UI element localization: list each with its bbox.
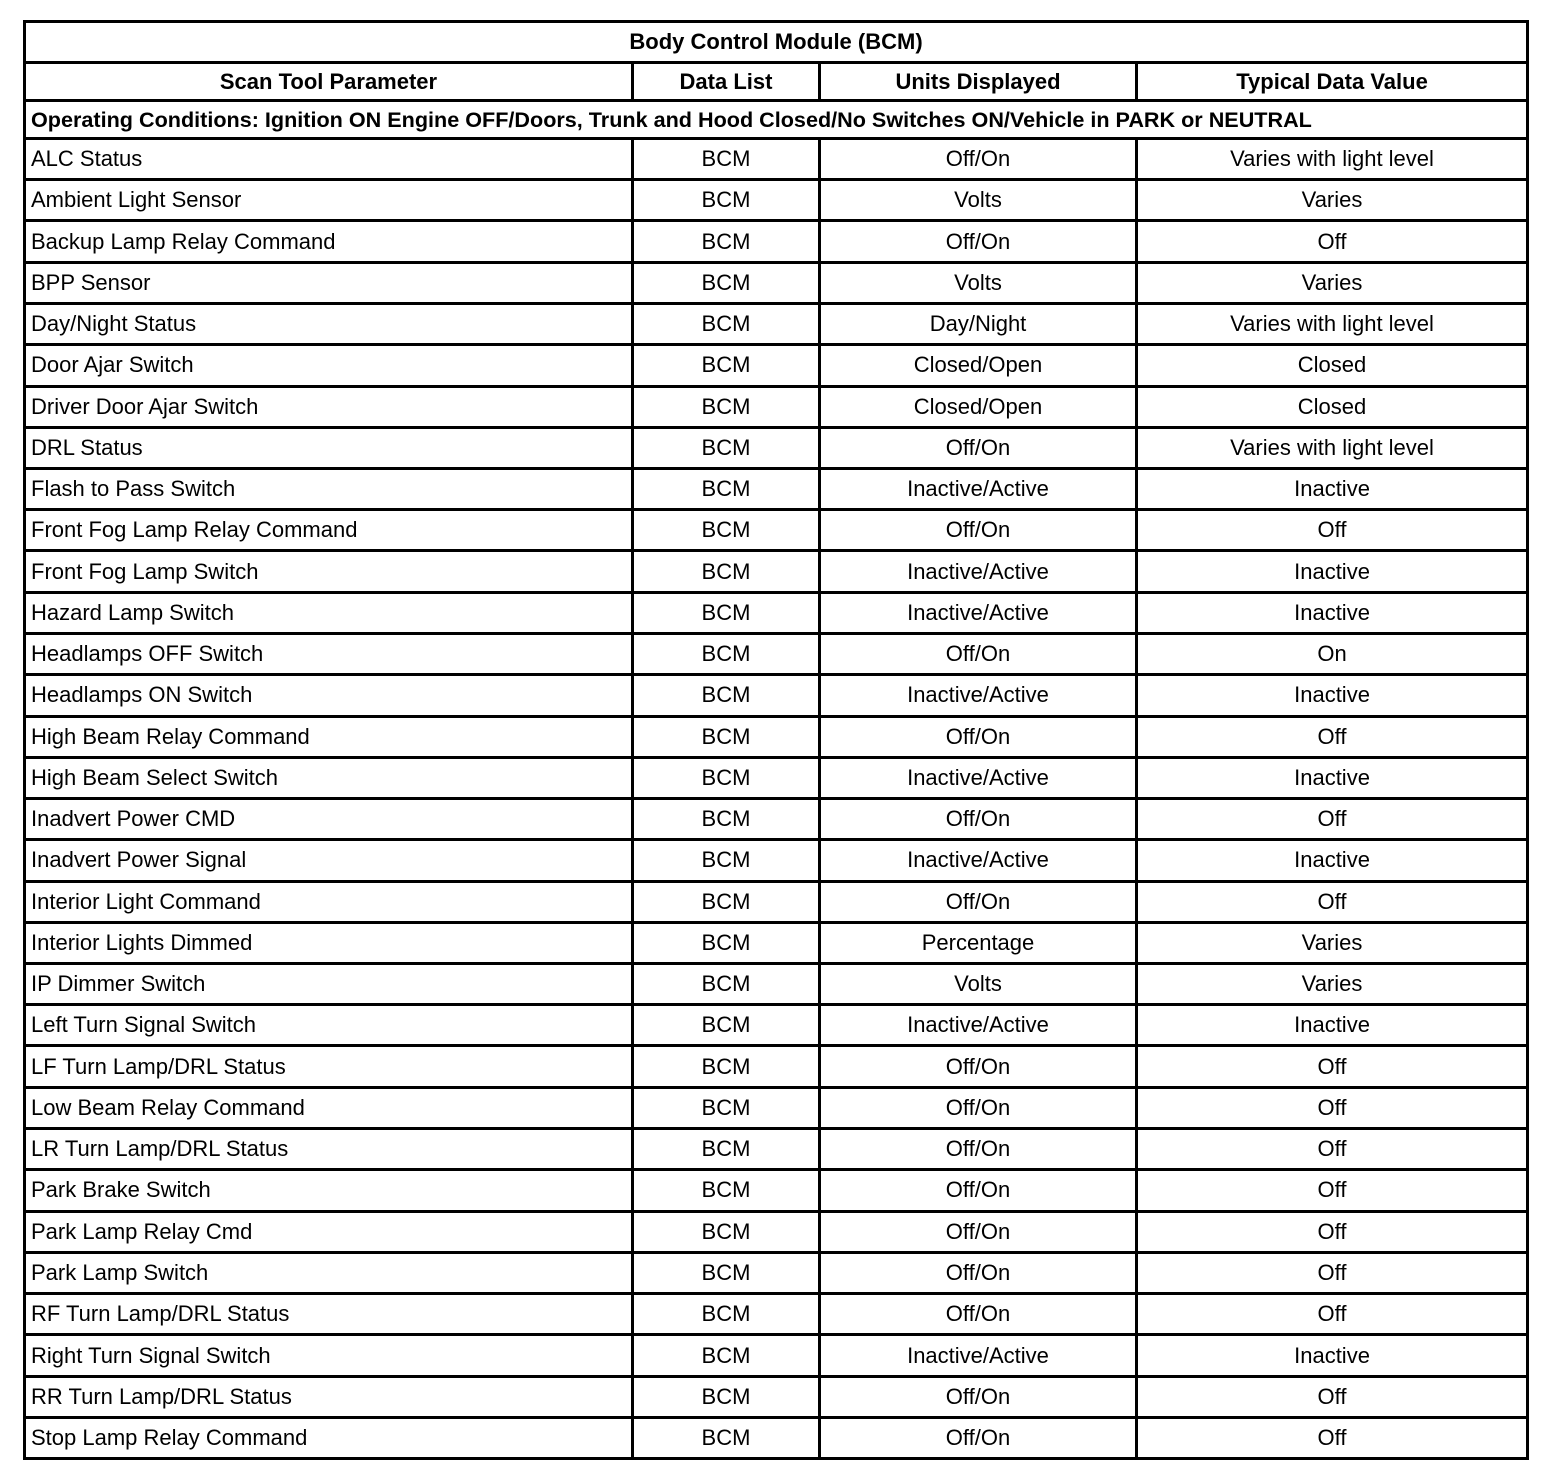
data-list-cell: BCM <box>633 1170 820 1211</box>
units-cell: Inactive/Active <box>820 1335 1137 1376</box>
units-cell: Inactive/Active <box>820 1005 1137 1046</box>
parameter-cell: Interior Lights Dimmed <box>25 922 633 963</box>
table-row <box>25 1211 1528 1252</box>
parameter-cell: Ambient Light Sensor <box>25 180 633 221</box>
units-cell: Off/On <box>820 427 1137 468</box>
data-list-cell: BCM <box>633 840 820 881</box>
table-row <box>25 1046 1528 1087</box>
parameter-cell: Inadvert Power CMD <box>25 798 633 839</box>
data-list-cell: BCM <box>633 922 820 963</box>
typical-value-cell: Inactive <box>1137 592 1528 633</box>
units-cell: Off/On <box>820 1294 1137 1335</box>
parameter-cell: Hazard Lamp Switch <box>25 592 633 633</box>
typical-value-cell: Inactive <box>1137 551 1528 592</box>
table-title: Body Control Module (BCM) <box>25 22 1528 63</box>
units-cell: Day/Night <box>820 303 1137 344</box>
typical-value-cell: Off <box>1137 716 1528 757</box>
data-list-cell: BCM <box>633 1253 820 1294</box>
parameter-cell: Backup Lamp Relay Command <box>25 221 633 262</box>
units-cell: Volts <box>820 964 1137 1005</box>
data-list-cell: BCM <box>633 180 820 221</box>
parameter-cell: Left Turn Signal Switch <box>25 1005 633 1046</box>
data-list-cell: BCM <box>633 964 820 1005</box>
header-typical-data-value: Typical Data Value <box>1137 63 1528 101</box>
table-row <box>25 386 1528 427</box>
table-row <box>25 881 1528 922</box>
units-cell: Volts <box>820 180 1137 221</box>
units-cell: Off/On <box>820 1376 1137 1417</box>
typical-value-cell: Off <box>1137 1129 1528 1170</box>
data-list-cell: BCM <box>633 1417 820 1458</box>
parameter-cell: LR Turn Lamp/DRL Status <box>25 1129 633 1170</box>
data-list-cell: BCM <box>633 303 820 344</box>
units-cell: Inactive/Active <box>820 592 1137 633</box>
typical-value-cell: Off <box>1137 1211 1528 1252</box>
parameter-cell: DRL Status <box>25 427 633 468</box>
units-cell: Off/On <box>820 1129 1137 1170</box>
table-row <box>25 1417 1528 1458</box>
data-list-cell: BCM <box>633 386 820 427</box>
operating-conditions-row <box>25 101 1528 139</box>
units-cell: Inactive/Active <box>820 757 1137 798</box>
table-row <box>25 1170 1528 1211</box>
units-cell: Inactive/Active <box>820 468 1137 509</box>
units-cell: Off/On <box>820 221 1137 262</box>
data-list-cell: BCM <box>633 510 820 551</box>
typical-value-cell: Off <box>1137 1046 1528 1087</box>
typical-value-cell: Inactive <box>1137 840 1528 881</box>
operating-conditions: Operating Conditions: Ignition ON Engine OFF/Doors, Trunk and Hood Closed/No Switches ON/Vehicle in PARK or NEUTRAL <box>25 101 1528 139</box>
data-list-cell: BCM <box>633 1211 820 1252</box>
units-cell: Off/On <box>820 1417 1137 1458</box>
typical-value-cell: Varies with light level <box>1137 139 1528 180</box>
bcm-data-table <box>23 20 1529 1460</box>
data-list-cell: BCM <box>633 798 820 839</box>
parameter-cell: Front Fog Lamp Switch <box>25 551 633 592</box>
table-row <box>25 1335 1528 1376</box>
table-row <box>25 180 1528 221</box>
units-cell: Closed/Open <box>820 345 1137 386</box>
typical-value-cell: Varies with light level <box>1137 427 1528 468</box>
typical-value-cell: Off <box>1137 1376 1528 1417</box>
typical-value-cell: Off <box>1137 1170 1528 1211</box>
data-list-cell: BCM <box>633 1129 820 1170</box>
header-row <box>25 63 1528 101</box>
table-row <box>25 1129 1528 1170</box>
table-row <box>25 798 1528 839</box>
data-list-cell: BCM <box>633 592 820 633</box>
data-list-cell: BCM <box>633 1005 820 1046</box>
typical-value-cell: Inactive <box>1137 1005 1528 1046</box>
units-cell: Inactive/Active <box>820 551 1137 592</box>
table-row <box>25 1005 1528 1046</box>
typical-value-cell: Inactive <box>1137 675 1528 716</box>
parameter-cell: RF Turn Lamp/DRL Status <box>25 1294 633 1335</box>
units-cell: Off/On <box>820 716 1137 757</box>
table-row <box>25 221 1528 262</box>
parameter-cell: Day/Night Status <box>25 303 633 344</box>
table-row <box>25 592 1528 633</box>
parameter-cell: Front Fog Lamp Relay Command <box>25 510 633 551</box>
typical-value-cell: Closed <box>1137 345 1528 386</box>
table-row <box>25 427 1528 468</box>
table-row <box>25 1253 1528 1294</box>
units-cell: Off/On <box>820 139 1137 180</box>
typical-value-cell: Varies <box>1137 922 1528 963</box>
header-units-displayed: Units Displayed <box>820 63 1137 101</box>
parameter-cell: RR Turn Lamp/DRL Status <box>25 1376 633 1417</box>
typical-value-cell: Varies <box>1137 180 1528 221</box>
units-cell: Off/On <box>820 798 1137 839</box>
units-cell: Off/On <box>820 634 1137 675</box>
parameter-cell: IP Dimmer Switch <box>25 964 633 1005</box>
parameter-cell: Inadvert Power Signal <box>25 840 633 881</box>
data-list-cell: BCM <box>633 881 820 922</box>
units-cell: Off/On <box>820 1087 1137 1128</box>
typical-value-cell: Inactive <box>1137 468 1528 509</box>
table-row <box>25 1376 1528 1417</box>
units-cell: Off/On <box>820 510 1137 551</box>
units-cell: Percentage <box>820 922 1137 963</box>
typical-value-cell: Off <box>1137 1294 1528 1335</box>
data-list-cell: BCM <box>633 1087 820 1128</box>
parameter-cell: Park Lamp Switch <box>25 1253 633 1294</box>
table-row <box>25 510 1528 551</box>
typical-value-cell: Off <box>1137 798 1528 839</box>
data-list-cell: BCM <box>633 1046 820 1087</box>
table-row <box>25 303 1528 344</box>
parameter-cell: Interior Light Command <box>25 881 633 922</box>
typical-value-cell: On <box>1137 634 1528 675</box>
units-cell: Off/On <box>820 1046 1137 1087</box>
data-list-cell: BCM <box>633 221 820 262</box>
table-row <box>25 675 1528 716</box>
parameter-cell: Headlamps ON Switch <box>25 675 633 716</box>
typical-value-cell: Inactive <box>1137 757 1528 798</box>
table-row <box>25 922 1528 963</box>
parameter-cell: High Beam Relay Command <box>25 716 633 757</box>
data-list-cell: BCM <box>633 675 820 716</box>
table-row <box>25 551 1528 592</box>
table-row <box>25 757 1528 798</box>
table-row <box>25 964 1528 1005</box>
table-title-row <box>25 22 1528 63</box>
data-list-cell: BCM <box>633 345 820 386</box>
parameter-cell: BPP Sensor <box>25 262 633 303</box>
parameter-cell: Park Brake Switch <box>25 1170 633 1211</box>
typical-value-cell: Varies with light level <box>1137 303 1528 344</box>
units-cell: Closed/Open <box>820 386 1137 427</box>
data-list-cell: BCM <box>633 468 820 509</box>
data-list-cell: BCM <box>633 1294 820 1335</box>
typical-value-cell: Off <box>1137 221 1528 262</box>
typical-value-cell: Varies <box>1137 262 1528 303</box>
table-row <box>25 262 1528 303</box>
table-row <box>25 468 1528 509</box>
data-list-cell: BCM <box>633 716 820 757</box>
parameter-cell: Stop Lamp Relay Command <box>25 1417 633 1458</box>
units-cell: Off/On <box>820 1253 1137 1294</box>
header-data-list: Data List <box>633 63 820 101</box>
data-list-cell: BCM <box>633 757 820 798</box>
units-cell: Volts <box>820 262 1137 303</box>
typical-value-cell: Off <box>1137 881 1528 922</box>
typical-value-cell: Off <box>1137 1253 1528 1294</box>
typical-value-cell: Closed <box>1137 386 1528 427</box>
table-row <box>25 634 1528 675</box>
parameter-cell: ALC Status <box>25 139 633 180</box>
data-list-cell: BCM <box>633 551 820 592</box>
table-row <box>25 1294 1528 1335</box>
units-cell: Off/On <box>820 1211 1137 1252</box>
parameter-cell: Headlamps OFF Switch <box>25 634 633 675</box>
units-cell: Inactive/Active <box>820 840 1137 881</box>
parameter-cell: Park Lamp Relay Cmd <box>25 1211 633 1252</box>
data-list-cell: BCM <box>633 634 820 675</box>
parameter-cell: LF Turn Lamp/DRL Status <box>25 1046 633 1087</box>
table-row <box>25 345 1528 386</box>
table-row <box>25 716 1528 757</box>
typical-value-cell: Off <box>1137 1087 1528 1128</box>
data-list-cell: BCM <box>633 1335 820 1376</box>
typical-value-cell: Varies <box>1137 964 1528 1005</box>
table-row <box>25 1087 1528 1128</box>
units-cell: Off/On <box>820 881 1137 922</box>
units-cell: Inactive/Active <box>820 675 1137 716</box>
table-row <box>25 840 1528 881</box>
data-list-cell: BCM <box>633 427 820 468</box>
parameter-cell: Door Ajar Switch <box>25 345 633 386</box>
data-list-cell: BCM <box>633 139 820 180</box>
units-cell: Off/On <box>820 1170 1137 1211</box>
table-row <box>25 139 1528 180</box>
parameter-cell: Right Turn Signal Switch <box>25 1335 633 1376</box>
typical-value-cell: Inactive <box>1137 1335 1528 1376</box>
parameter-cell: Low Beam Relay Command <box>25 1087 633 1128</box>
typical-value-cell: Off <box>1137 1417 1528 1458</box>
parameter-cell: High Beam Select Switch <box>25 757 633 798</box>
parameter-cell: Flash to Pass Switch <box>25 468 633 509</box>
header-scan-tool-parameter: Scan Tool Parameter <box>25 63 633 101</box>
data-list-cell: BCM <box>633 1376 820 1417</box>
data-list-cell: BCM <box>633 262 820 303</box>
parameter-cell: Driver Door Ajar Switch <box>25 386 633 427</box>
typical-value-cell: Off <box>1137 510 1528 551</box>
